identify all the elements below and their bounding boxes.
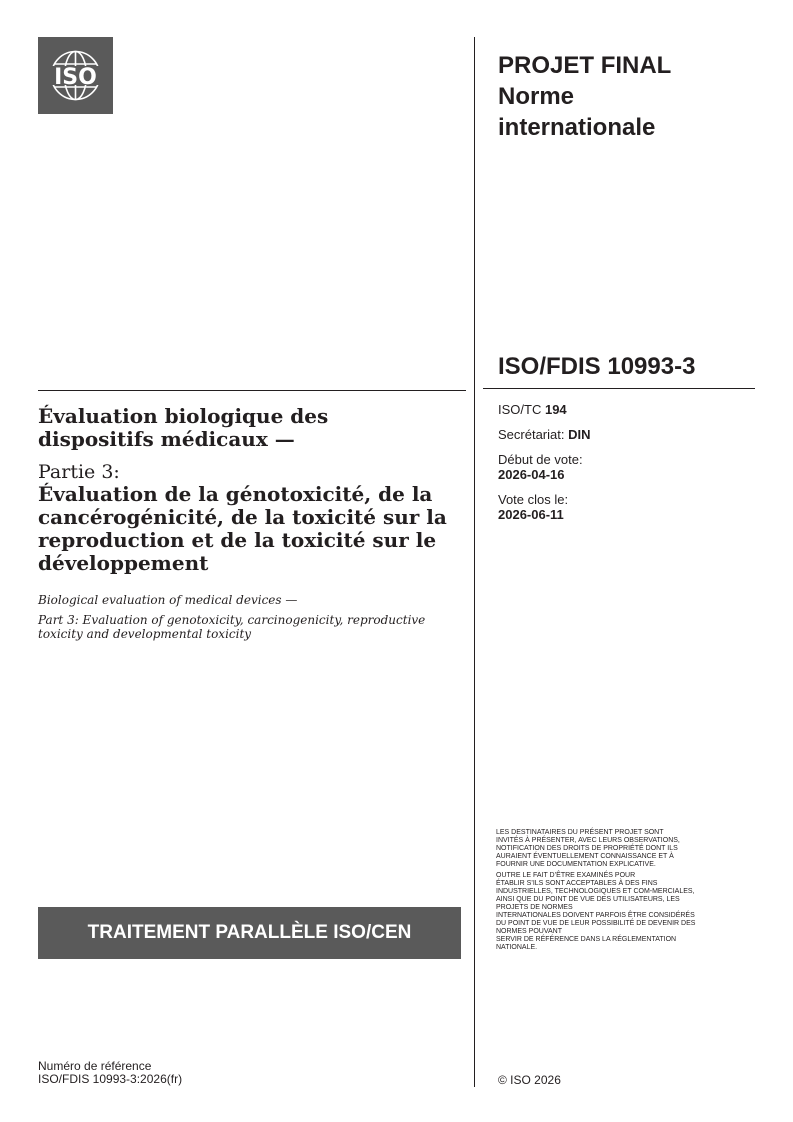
part-title-line4: développement xyxy=(38,551,209,575)
document-stage-header xyxy=(498,50,758,143)
notice-paragraph-1 xyxy=(496,829,754,869)
vote-end-date: 2026-06-11 xyxy=(498,507,564,522)
notice-line: LES DESTINATAIRES DU PRÉSENT PROJET SONT xyxy=(496,829,664,836)
notice-line: ÉTABLIR S’ILS SONT ACCEPTABLES À DES FINS xyxy=(496,880,658,887)
notice-paragraph-2 xyxy=(496,872,754,952)
notice-line: OUTRE LE FAIT D’ÊTRE EXAMINÉS POUR xyxy=(496,872,636,879)
tc-value: 194 xyxy=(544,402,567,417)
iso-logo-text: ISO xyxy=(54,65,97,90)
notice-line: INTERNATIONALES DOIVENT PARFOIS ÊTRE CONSIDÉRÉS xyxy=(496,912,695,919)
notice-line: PROJETS DE NORMES xyxy=(496,904,573,911)
doc-type-line1: Norme xyxy=(498,83,575,110)
english-title: Biological evaluation of medical devices — xyxy=(38,593,298,607)
notice-line: NATIONALE. xyxy=(496,944,538,951)
doc-type-line2: internationale xyxy=(498,114,656,141)
stage-label: PROJET FINAL xyxy=(498,52,672,79)
iso-globe-logo xyxy=(38,37,113,114)
copyright-notice: © ISO 2026 xyxy=(498,1073,561,1087)
recipient-notice xyxy=(496,829,754,955)
iso-logo xyxy=(38,37,113,114)
secretariat-value: DIN xyxy=(568,427,591,442)
document-number: ISO/FDIS 10993-3 xyxy=(498,353,696,380)
notice-line: INVITÉS À PRÉSENTER, AVEC LEURS OBSERVATIONS, xyxy=(496,837,680,844)
secretariat xyxy=(498,427,748,442)
notice-line: SERVIR DE RÉFÉRENCE DANS LA RÉGLEMENTATION xyxy=(496,936,677,943)
vote-end-label: Vote clos le: xyxy=(498,492,569,507)
technical-committee xyxy=(498,402,748,417)
main-title-line1: Évaluation biologique des xyxy=(38,404,329,428)
english-part-title-line2: toxicity and developmental toxicity xyxy=(38,627,252,641)
doc-number-divider xyxy=(483,388,755,389)
part-title-line3: reproduction et de la toxicité sur le xyxy=(38,528,437,552)
title-divider xyxy=(38,390,466,391)
notice-line: NORMES POUVANT xyxy=(496,928,562,935)
notice-line: AINSI QUE DU POINT DE VUE DES UTILISATEURS, LES xyxy=(496,896,680,903)
document-title-block xyxy=(38,405,456,641)
tc-label: ISO/TC xyxy=(498,402,542,417)
main-title-line2: dispositifs médicaux — xyxy=(38,427,295,451)
banner-text: TRAITEMENT PARALLÈLE ISO/CEN xyxy=(87,922,412,943)
document-meta xyxy=(498,402,748,532)
part-title-line1: Évaluation de la génotoxicité, de la xyxy=(38,482,433,506)
reference-number xyxy=(38,1060,182,1086)
vote-start-date: 2026-04-16 xyxy=(498,467,565,482)
secretariat-label: Secrétariat: xyxy=(498,427,565,442)
vote-start xyxy=(498,452,748,482)
notice-line: INDUSTRIELLES, TECHNOLOGIQUES ET COM-MERCIALES, xyxy=(496,888,695,895)
reference-label: Numéro de référence xyxy=(38,1059,152,1073)
english-part-title-line1: Part 3: Evaluation of genotoxicity, carcinogenicity, reproductive xyxy=(38,613,426,627)
notice-line: FOURNIR UNE DOCUMENTATION EXPLICATIVE. xyxy=(496,861,656,868)
parallel-processing-banner xyxy=(38,907,461,959)
part-title-line2: cancérogénicité, de la toxicité sur la xyxy=(38,505,447,529)
notice-line: NOTIFICATION DES DROITS DE PROPRIÉTÉ DONT ILS xyxy=(496,845,678,852)
notice-line: DU POINT DE VUE DE LEUR POSSIBILITÉ DE DEVENIR DES xyxy=(496,920,696,927)
vertical-divider xyxy=(474,37,475,1087)
notice-line: AURAIENT ÉVENTUELLEMENT CONNAISSANCE ET À xyxy=(496,853,674,860)
reference-value: ISO/FDIS 10993-3:2026(fr) xyxy=(38,1072,183,1086)
part-label: Partie 3: xyxy=(38,461,120,483)
vote-end xyxy=(498,492,748,522)
vote-start-label: Début de vote: xyxy=(498,452,583,467)
